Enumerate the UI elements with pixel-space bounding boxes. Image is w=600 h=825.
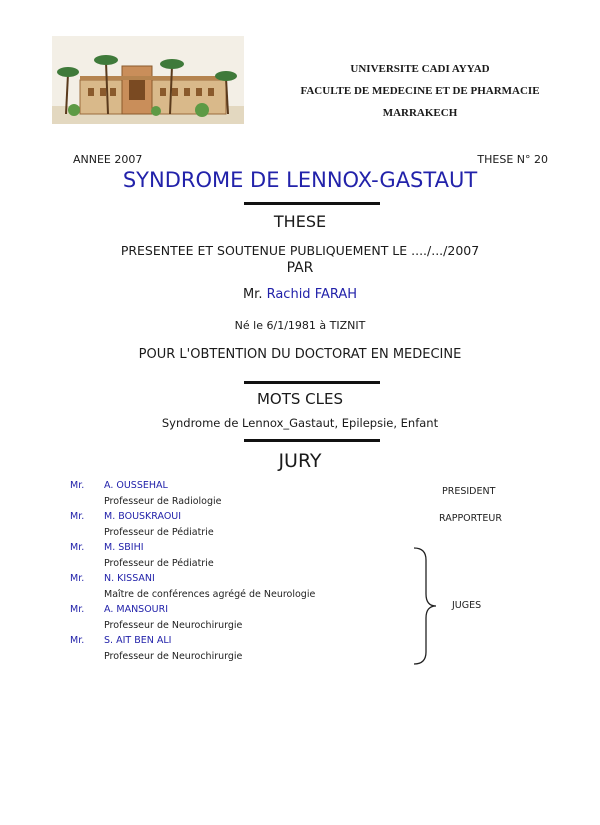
birth-info: Né le 6/1/1981 à TIZNIT xyxy=(234,319,366,332)
member-title: Professeur de Pédiatrie xyxy=(104,558,214,569)
role-president: PRESIDENT xyxy=(442,486,496,497)
faculty-building-icon xyxy=(52,36,244,124)
right-brace-icon xyxy=(412,546,438,666)
divider xyxy=(244,381,380,384)
thesis-year: ANNEE 2007 xyxy=(73,153,143,166)
member-prefix: Mr. xyxy=(70,604,85,615)
author-prefix: Mr. xyxy=(242,287,263,302)
member-prefix: Mr. xyxy=(70,573,85,584)
member-title: Maître de conférences agrégé de Neurologie xyxy=(104,589,316,600)
faculty-name: FACULTE DE MEDECINE ET DE PHARMACIE xyxy=(300,85,540,97)
member-title: Professeur de Neurochirurgie xyxy=(104,651,243,662)
member-prefix: Mr. xyxy=(70,480,85,491)
member-prefix: Mr. xyxy=(70,542,85,553)
member-name: S. AIT BEN ALI xyxy=(104,635,172,646)
member-prefix: Mr. xyxy=(70,511,85,522)
divider xyxy=(244,202,380,205)
faculty-logo xyxy=(52,36,244,124)
member-title: Professeur de Neurochirurgie xyxy=(104,620,243,631)
these-label: THESE xyxy=(273,212,327,231)
member-title: Professeur de Radiologie xyxy=(104,496,222,507)
keywords-label: MOTS CLES xyxy=(256,390,344,408)
degree-purpose: POUR L'OBTENTION DU DOCTORAT EN MEDECINE xyxy=(138,347,462,362)
par-label: PAR xyxy=(286,260,314,276)
thesis-number: THESE N° 20 xyxy=(477,153,548,166)
keywords-text: Syndrome de Lennox_Gastaut, Epilepsie, Enfant xyxy=(161,416,439,430)
university-name: UNIVERSITE CADI AYYAD xyxy=(350,63,490,75)
role-rapporteur: RAPPORTEUR xyxy=(439,513,502,524)
presentation-line: PRESENTEE ET SOUTENUE PUBLIQUEMENT LE ..../.../2007 xyxy=(120,243,480,258)
member-name: A. MANSOURI xyxy=(104,604,169,615)
role-juges: JUGES xyxy=(452,600,482,611)
author-line xyxy=(0,287,600,302)
member-name: M. BOUSKRAOUI xyxy=(104,511,182,522)
member-name: N. KISSANI xyxy=(104,573,155,584)
city-name: MARRAKECH xyxy=(382,107,458,119)
member-prefix: Mr. xyxy=(70,635,85,646)
member-name: M. SBIHI xyxy=(104,542,144,553)
jury-label: JURY xyxy=(278,450,322,472)
thesis-title: SYNDROME DE LENNOX-GASTAUT xyxy=(122,168,478,192)
author-name: Rachid FARAH xyxy=(266,287,358,302)
member-name: A. OUSSEHAL xyxy=(104,480,168,491)
divider xyxy=(244,439,380,442)
member-title: Professeur de Pédiatrie xyxy=(104,527,214,538)
